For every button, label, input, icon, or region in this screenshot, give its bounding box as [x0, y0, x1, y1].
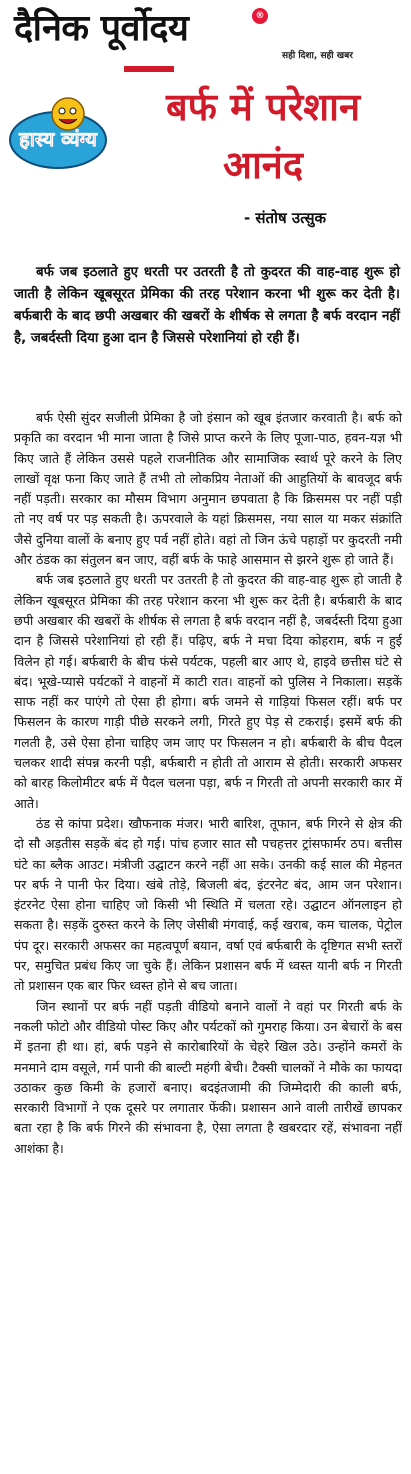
body-paragraph-1: बर्फ ऐसी सुंदर सजीली प्रेमिका है जो इंसान को खूब इंतजार करवाती है। बर्फ को प्रकृति का वरदान भी माना जाता है जिसे प्राप्त करने के लिए पूजा-पाठ, हवन-यज्ञ भी किए जाते हैं लेकिन उससे पहले राजनीतिक और सामाजिक स्वार्थ पूरे करने के लिए लाखों वृक्ष फना किए जाते हैं तभी तो लोकप्रिय नेताओं की आहुतियों के बावजूद बर्फ नहीं पड़ती। सरकार का मौसम विभाग अनुमान छपवाता है कि क्रिसमस पर नहीं पड़ी तो नए वर्ष पर पड़ सकती है। ऊपरवाले के यहां क्रिसमस, नया साल या मकर संक्रांति जैसे दुनिया वालों के बनाए हुए पर्व नहीं होते। वहां तो जिन ऊंचे पहाड़ों पर कुदरती नमी और ठंडक का संतुलन बन जाए, वहीं बर्फ के फाहे आसमान से झरने शुरू हो जाते हैं। [14, 410, 402, 568]
article-headline [118, 78, 408, 194]
hasya-vyangya-logo [6, 92, 110, 170]
article-intro: बर्फ जब इठलाते हुए धरती पर उतरती है तो कुदरत की वाह-वाह शुरू हो जाती है लेकिन खूबसूरत प्रेमिका की तरह परेशान करना भी शुरू कर देती है। बर्फबारी के बाद छपी अखबार की खबरों के शीर्षक से लगता है बर्फ वरदान नहीं है, जबर्दस्ती दिया हुआ दान है जिससे परेशानियां हो रही हैं। [14, 265, 401, 346]
newspaper-brand: दैनिक पूर्वोदय [14, 7, 189, 49]
body-paragraph-3: ठंड से कांपा प्रदेश। खौफनाक मंजर। भारी बारिश, तूफान, बर्फ गिरने से क्षेत्र की दो सौ अड़तीस सड़कें बंद हो गई। पांच हजार सात सौ पचहत्तर ट्रांसफार्मर ठप। बत्तीस घंटे का ब्लैक आउट। मंत्रीजी उद्घाटन करने नहीं आ सके। उनकी कई साल की मेहनत पर बर्फ ने पानी फेर दिया। खंबे तोड़े, बिजली बंद, इंटरनेट बंद, आम जन परेशान। इंटरनेट ऐसा होना चाहिए जो किसी भी स्थिति में चलता रहे। उद्घाटन ऑनलाइन हो सकता है। सड़कें दुरुस्त करने के लिए जेसीबी मंगवाई, कई खराब, कम चालक, पेट्रोल पंप दूर। सरकारी अफसर का महत्वपूर्ण बयान, वर्षा एवं बर्फबारी के दृष्टिगत सभी स्तरों पर, समुचित प्रबंध किए जा चुके हैं। लेकिन प्रशासन बर्फ में ध्वस्त यानी बर्फ न गिरती तो प्रशासन एक बार फिर ध्वस्त होने से बच जाता। [14, 815, 402, 994]
logo-text: हास्य व्यंग्य [19, 127, 97, 151]
article-body [14, 408, 402, 1159]
registered-mark-icon: ® [252, 8, 268, 24]
newspaper-tagline: सही दिशा, सही खबर [282, 51, 353, 61]
masthead [0, 0, 411, 80]
headline-line-1: बर्फ में परेशान [165, 85, 361, 129]
headline-line-2: आनंद [222, 143, 304, 187]
article-byline: - संतोष उत्सुक [243, 209, 327, 227]
body-paragraph-2: बर्फ जब इठलाते हुए धरती पर उतरती है तो कुदरत की वाह-वाह शुरू हो जाती है लेकिन खूबसूरत प्रेमिका की तरह परेशान करना भी शुरू कर देती है। बर्फबारी के बाद छपी अखबार की खबरों के शीर्षक से लगता है बर्फ वरदान नहीं है, जबर्दस्ती दिया हुआ दान है जिससे परेशानियां हो रही हैं। पढ़िए, बर्फ ने मचा दिया कोहराम, बर्फ न हुई विलेन हो गई। बर्फबारी के बीच फंसे पर्यटक, पहली बार आए थे, हाइवे छत्तीस घंटे से बंद। भूखे-प्यासे पर्यटकों ने वाहनों में काटी रात। वाहनों को पुलिस ने निकाला। सड़कें साफ नहीं कर पाएंगे तो ऐसा ही होगा। बर्फ जमने से गाड़ियां फिसल रहीं। बर्फ पर फिसलन के कारण गाड़ी पीछे सरकने लगी, गिरते हुए पेड़ से टकराई। इसमें बर्फ की गलती है, उसे ऐसा होना चाहिए जम जाए पर फिसलन न हो। बर्फबारी के बीच पैदल चलकर शादी संपन्न करनी पड़ी, बर्फबारी न होती तो आराम से होती। सरकारी अफसर को बारह किलोमीटर बर्फ में पैदल चलना पड़ा, बर्फ न गिरती तो अपनी सरकारी कार में आते। [14, 572, 402, 811]
body-paragraph-4: जिन स्थानों पर बर्फ नहीं पड़ती वीडियो बनाने वालों ने वहां पर गिरती बर्फ के नकली फोटो और वीडियो पोस्ट किए और पर्यटकों को गुमराह किया। उन बेचारों के बस में इतना ही था। हां, बर्फ पड़ने से कारोबारियों के चेहरे खिल उठे। उन्होंने कमरों के मनमाने दाम वसूले, गर्म पानी की बाल्टी महंगी बेची। टैक्सी चालकों ने मौके का फायदा उठाकर कुछ किमी के हजारों बनाए। बदइंतजामी की जिम्मेदारी की काली बर्फ, सरकारी विभागों ने एक दूसरे पर लगातार फेंकी। प्रशासन आने वाली तारीखें छापकर बता रहा है कि बर्फ गिरने की संभावना है, ऐसा लगता है खबरदार रहें, संभावना नहीं आशंका है। [14, 998, 402, 1156]
masthead-accent-strip [124, 66, 174, 72]
